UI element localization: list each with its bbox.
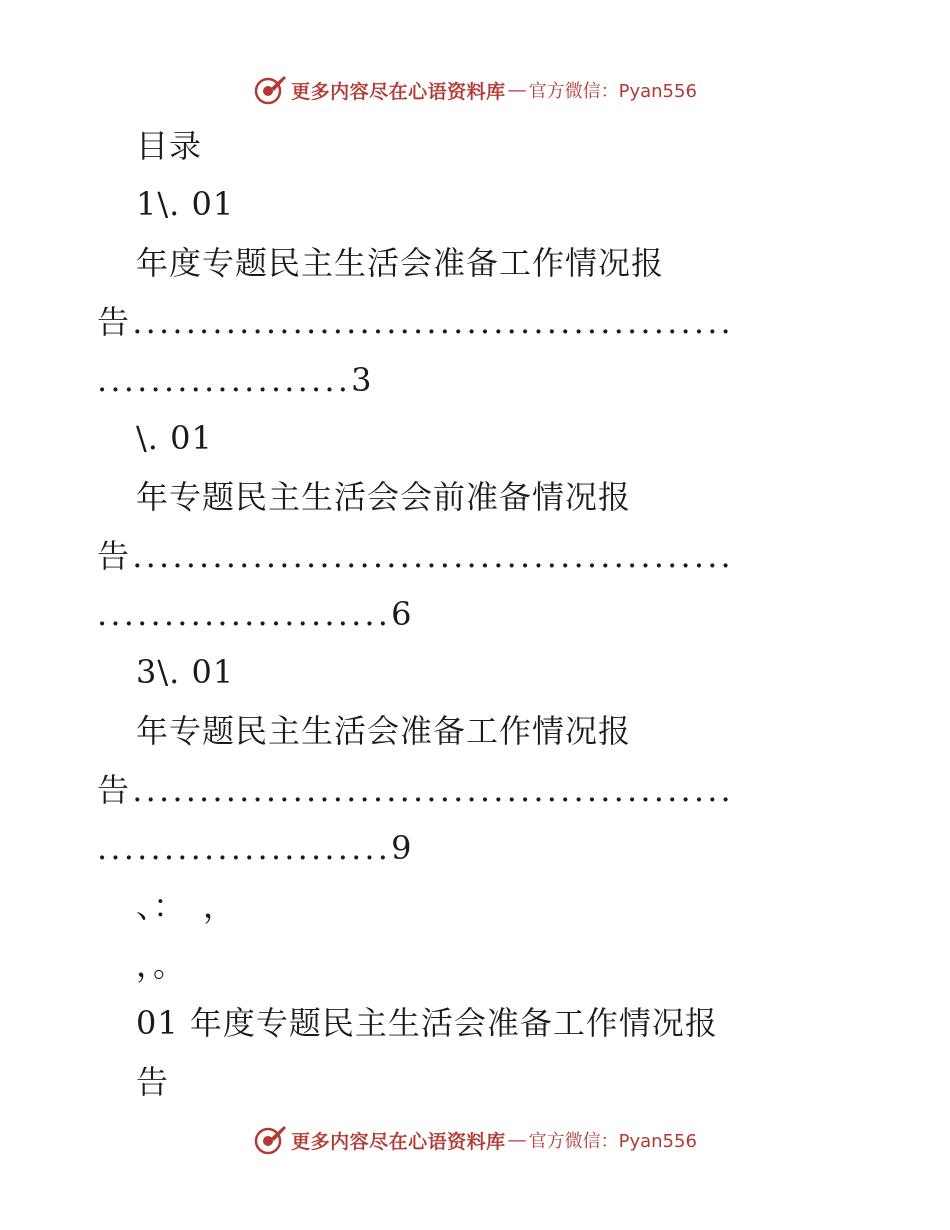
toc-title: 目录 [136,127,203,165]
toc-item-1-number: 1\. 01 [136,185,235,223]
toc-item-2-title: 年专题民主生活会会前准备情况报 [136,478,632,516]
banner-wechat: 官方微信：Pyan556 [528,1131,697,1152]
toc-item-3-number: 3\. 01 [136,653,235,691]
punctuation-line-1: 、： ， [136,887,237,925]
toc-item-3-leader: 告............................................. [97,771,734,809]
toc-item-1-leader: 告............................................. [97,303,734,341]
banner-text: 更多内容尽在心语资料库 [291,1130,506,1153]
toc-item-2-page: ......................6 [97,595,415,633]
pen-logo-icon [253,73,287,107]
section-heading: 01 年度专题民主生活会准备工作情况报 [136,1004,718,1042]
banner-text: 更多内容尽在心语资料库 [291,80,506,103]
pen-logo-icon [253,1123,287,1157]
section-heading-end: 告 [136,1063,170,1101]
toc-item-1-title: 年度专题民主生活会准备工作情况报 [136,244,665,282]
toc-item-2-number: \. 01 [136,419,213,457]
header-banner [0,70,950,110]
toc-item-3-page: ......................9 [97,829,415,867]
banner-wechat: 官方微信：Pyan556 [528,81,697,102]
banner-dash: — [507,1129,527,1151]
toc-item-2-leader: 告............................................. [97,537,734,575]
punctuation-line-2: ，。 [136,946,187,984]
toc-item-3-title: 年专题民主生活会准备工作情况报 [136,712,632,750]
footer-banner [0,1120,950,1160]
toc-item-1-page: ...................3 [97,361,375,399]
banner-dash: — [507,79,527,101]
